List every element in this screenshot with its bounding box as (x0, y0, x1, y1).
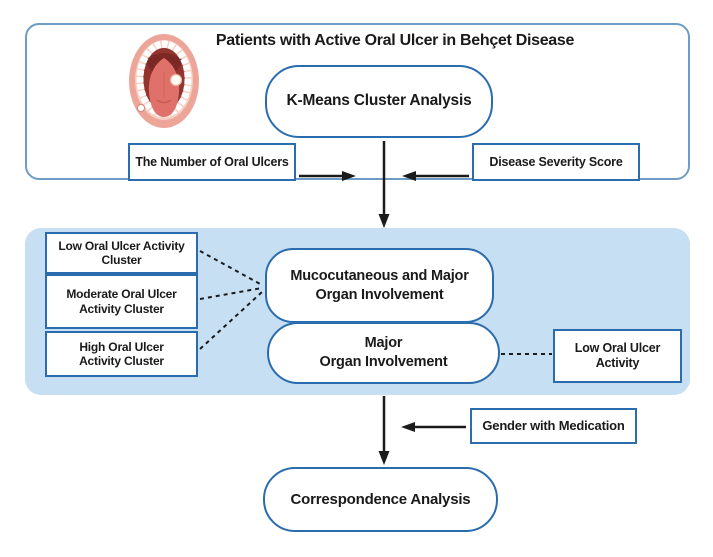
high-cluster-line1: High Oral Ulcer (79, 339, 164, 354)
lip-ulcer-spot (137, 104, 144, 111)
moderate-cluster-line1: Moderate Oral Ulcer (66, 287, 177, 302)
low-activity-cluster-box (45, 232, 198, 274)
major-line2: Organ Involvement (319, 354, 448, 370)
moderate-activity-cluster-box (45, 274, 198, 329)
low-activity-line1: Low Oral Ulcer (574, 341, 661, 355)
correspondence-label: Correspondence Analysis (290, 490, 471, 508)
gender-label: Gender with Medication (482, 418, 625, 434)
kmeans-cluster-analysis-box (265, 65, 493, 138)
low-cluster-line2: Cluster (101, 253, 142, 267)
major-organ-involvement-box (267, 322, 500, 384)
moderate-cluster-line2: Activity Cluster (79, 301, 164, 316)
mucocutaneous-line2: Organ Involvement (315, 286, 444, 303)
low-oral-ulcer-activity-box (553, 329, 682, 383)
disease-severity-score-box (472, 143, 640, 181)
major-line1: Major (364, 335, 403, 352)
number-of-oral-ulcers-label: The Number of Oral Ulcers (135, 154, 289, 169)
high-cluster-line2: Activity Cluster (79, 354, 164, 368)
high-activity-cluster-box (45, 331, 198, 377)
disease-severity-score-label: Disease Severity Score (489, 154, 623, 169)
correspondence-analysis-box (263, 467, 498, 532)
low-activity-line2: Activity (595, 356, 640, 370)
low-cluster-line1: Low Oral Ulcer Activity (58, 238, 185, 253)
tongue-ulcer-spot (171, 75, 182, 86)
mucocutaneous-major-organ-box (265, 248, 494, 323)
number-of-oral-ulcers-box (128, 143, 296, 181)
kmeans-label: K-Means Cluster Analysis (286, 92, 472, 110)
figure-title: Patients with Active Oral Ulcer in Behçet Disease (215, 32, 575, 49)
gender-with-medication-box (470, 408, 637, 444)
mucocutaneous-line1: Mucocutaneous and Major (290, 267, 469, 284)
